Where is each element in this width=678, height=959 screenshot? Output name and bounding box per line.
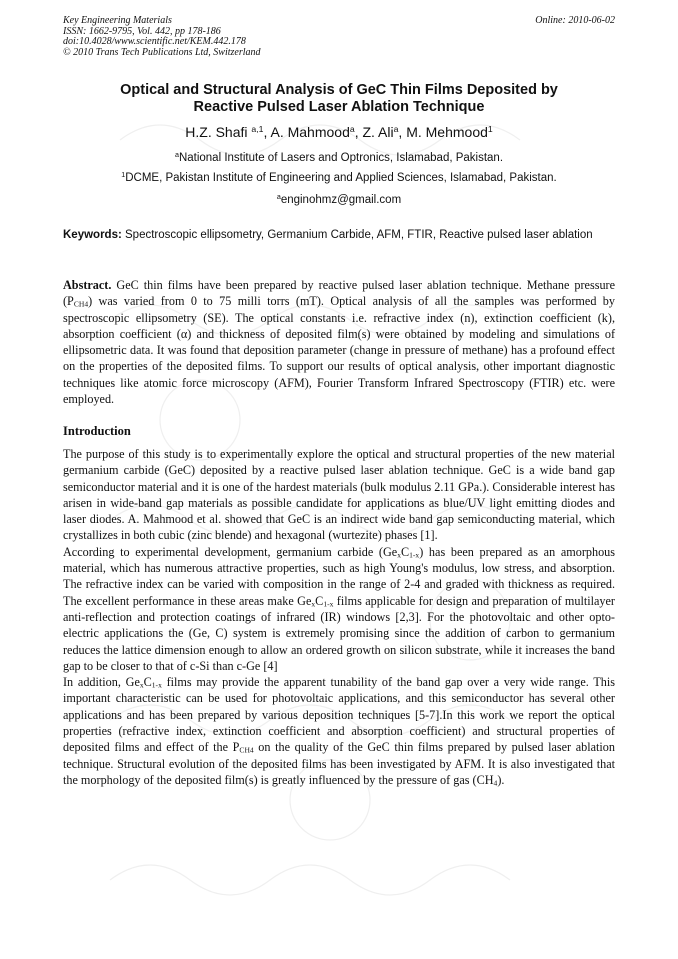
affiliation-sup: a bbox=[174, 151, 179, 160]
intro-text: In addition, Ge bbox=[63, 675, 140, 690]
keywords bbox=[63, 228, 615, 242]
abstract-label: Abstract. bbox=[63, 278, 112, 292]
author-name: M. Mehmood bbox=[406, 124, 488, 140]
journal-header bbox=[63, 16, 261, 58]
intro-paragraph-3 bbox=[63, 674, 615, 788]
intro-paragraph-2 bbox=[63, 544, 615, 674]
affiliation-text: National Institute of Lasers and Optronics, Islamabad, Pakistan. bbox=[178, 152, 504, 164]
subscript: x bbox=[311, 599, 316, 609]
keywords-label: Keywords: bbox=[63, 229, 122, 241]
subscript: CH4 bbox=[239, 745, 254, 755]
subscript: x bbox=[139, 680, 144, 690]
email-sup: a bbox=[276, 193, 281, 202]
journal-doi: doi:10.4028/www.scientific.net/KEM.442.178 bbox=[63, 36, 246, 47]
journal-copyright: © 2010 Trans Tech Publications Ltd, Switzerland bbox=[63, 46, 261, 58]
subscript: 4 bbox=[493, 778, 498, 788]
author-sup: 1 bbox=[487, 124, 493, 135]
author-name: A. Mahmood bbox=[270, 124, 350, 140]
intro-text: C bbox=[315, 593, 324, 608]
author-sup: a,1 bbox=[251, 124, 264, 135]
title-line-1: Optical and Structural Analysis of GeC Thin Films Deposited by bbox=[120, 82, 558, 98]
email-address: enginohmz@gmail.com bbox=[280, 194, 402, 206]
subscript: 1-x bbox=[409, 550, 420, 560]
author-sup: a bbox=[393, 124, 399, 135]
affiliation-sup: 1 bbox=[121, 171, 126, 180]
intro-text: ) has been prepared as an amorphous material, which has numerous attractive properties, such as high Young's modulus, low stress, and absorption. The refractive index can be varied with composition in the range of 2-4 and graded with thickness as required. The excellent performance in these areas make Ge bbox=[63, 544, 615, 608]
intro-text: C bbox=[401, 544, 410, 559]
author-email bbox=[40, 193, 638, 207]
author-name: H.Z. Shafi bbox=[185, 124, 248, 140]
journal-name: Key Engineering Materials bbox=[63, 15, 172, 26]
abstract-text: ) was varied from 0 to 75 milli torrs (mT). Optical analysis of all the samples was performed by spectroscopic ellipsometry (SE). The optical constants i.e. refractive index (n), extinction coefficient (k), absorption coefficient (α) and thickness of deposited film(s) were obtained by modeling and simulations of ellipsometric data. It was found that deposition parameter (change in pressure of methane) has a profound effect on the properties of the deposited films. To support our results of optical analysis, other important diagnostic techniques like atomic force microscopy (AFM), Fourier Transform Infrared Spectroscopy (FTIR) etc. were employed. bbox=[63, 294, 615, 407]
subscript: 1-x bbox=[151, 680, 162, 690]
paper-title bbox=[63, 82, 615, 116]
subscript: x bbox=[397, 550, 401, 560]
intro-text: According to experimental development, germanium carbide (Ge bbox=[63, 544, 398, 559]
intro-paragraph-1: The purpose of this study is to experimentally explore the optical and structural properties of the new material germanium carbide (GeC) deposited by a reactive pulsed laser ablation technique. GeC is a wide band gap semiconductor material and it is one of the hardest materials (bulk modulus 2.11 GPa.). Considerable interest has arisen in wide-band gap materials as possible candidate for applications as blue/UV light emitting diodes and laser diodes. A. Mahmood et al. showed that GeC is an indirect wide band gap semiconducting material, which crystallizes in both cubic (zinc blende) and hexagonal (wurtezite) phases [1]. bbox=[63, 447, 615, 543]
intro-text: ). bbox=[497, 772, 505, 787]
title-line-2: Reactive Pulsed Laser Ablation Technique bbox=[193, 99, 485, 115]
intro-text: films applicable for design and preparation of multilayer anti-reflection and protection coatings of infrared (IR) windows [2,3]. For the photovoltaic and other opto-electric applications the (Ge, C) system is extremely promising since the addition of carbon to germanium reduces the lattice dimension enough to allow an ordered growth on silicon substrate, while it increases the band gap to be closer to that of c-Si than c-Ge [4] bbox=[63, 593, 615, 673]
abstract-text: GeC thin films have been prepared by reactive pulsed laser ablation technique. Methane pressure (P bbox=[63, 278, 616, 309]
affiliation-1 bbox=[40, 171, 638, 185]
author-name: Z. Ali bbox=[362, 124, 394, 140]
journal-issn: ISSN: 1662-9795, Vol. 442, pp 178-186 bbox=[63, 25, 221, 37]
abstract bbox=[63, 277, 615, 407]
affiliation-text: DCME, Pakistan Institute of Engineering and Applied Sciences, Islamabad, Pakistan. bbox=[125, 172, 557, 184]
online-date: Online: 2010-06-02 bbox=[535, 15, 615, 26]
affiliation-a bbox=[40, 151, 638, 165]
author-sup: a bbox=[349, 124, 355, 135]
abstract-subscript: CH4 bbox=[73, 299, 89, 309]
section-heading-introduction: Introduction bbox=[63, 424, 131, 438]
keywords-text: Spectroscopic ellipsometry, Germanium Carbide, AFM, FTIR, Reactive pulsed laser ablation bbox=[125, 229, 593, 241]
subscript: 1-x bbox=[323, 599, 334, 609]
author-list: H.Z. Shafi $^{a,1}$, A. Mahmood$^a$, Z. Ali$^a$, M. Mehmood$^1$ bbox=[185, 124, 493, 140]
intro-text: films may provide the apparent tunability of the band gap over a very wide range. This important characteristic can be used for photovoltaic applications, and this semiconductor has several other applications and has been prepared by various deposition techniques [5-7].In this work we report the optical properties (refractive index, extinction coefficient and absorption coefficient) and structural properties of deposited films and effect of the P bbox=[63, 675, 615, 755]
intro-text: C bbox=[143, 675, 152, 690]
intro-text: on the quality of the GeC thin films prepared by pulsed laser ablation technique. Structural evolution of the deposited films has been investigated by AFM. It is also investigated that the morphology of the deposited film(s) is greatly influenced by the pressure of gas (CH bbox=[63, 740, 615, 787]
introduction-body bbox=[63, 446, 615, 788]
